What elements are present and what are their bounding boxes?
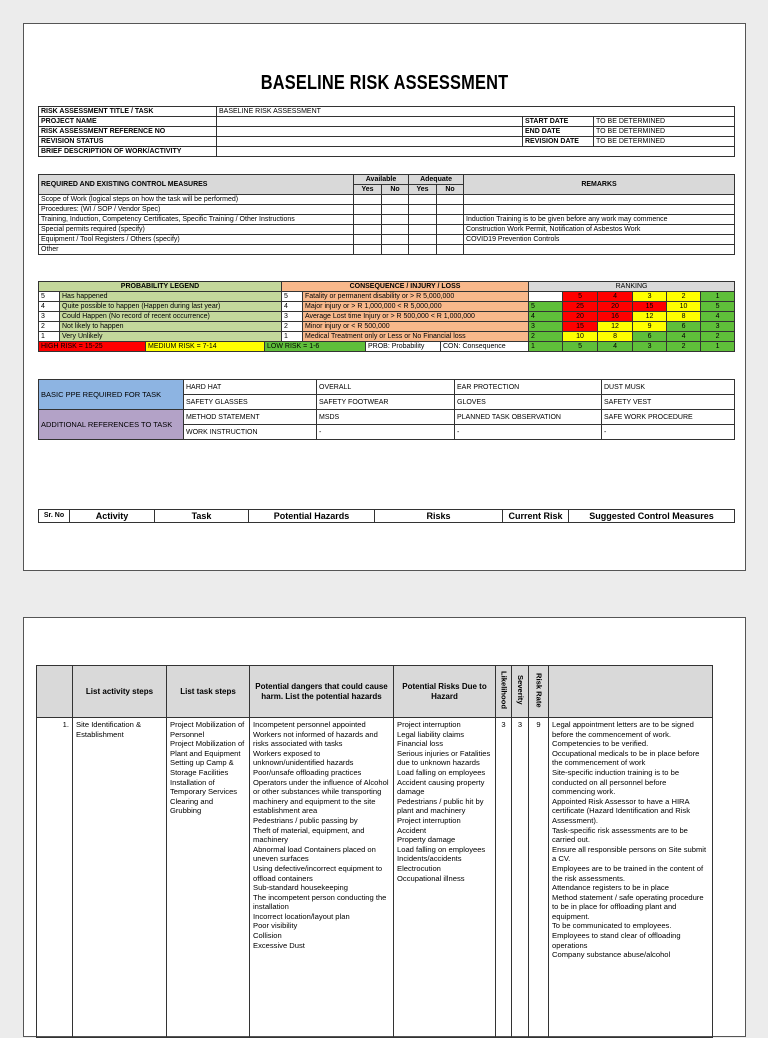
value-revision-status: [217, 137, 523, 147]
adequate-header: Adequate: [409, 175, 464, 185]
ranking-cell: 10: [563, 332, 598, 342]
row-number: 1.: [37, 718, 73, 1038]
list-item: Financial loss: [397, 739, 444, 749]
list-item: Employees to stand clear of offloading operations: [552, 931, 681, 950]
task-cell: [167, 718, 250, 1038]
consequence-text: Major injury or > R 1,000,000 < R 5,000,000: [303, 302, 529, 312]
list-item: Competencies to be verified.: [552, 739, 649, 749]
prob-abbreviation: PROB: Probability: [366, 342, 441, 351]
ranking-cell: 12: [598, 322, 633, 332]
list-item: Poor/unsafe offloading practices: [253, 767, 362, 777]
control-remark: Construction Work Permit, Notification of Asbestos Work: [464, 225, 735, 235]
consequence-text: Minor injury or < R 500,000: [303, 322, 529, 332]
label-title-task: RISK ASSESSMENT TITLE / TASK: [39, 107, 217, 117]
list-item: Appointed Risk Assessor to have a HIRA certificate (Hazard Identification and Risk Assessment).: [552, 796, 691, 825]
value-reference-no: [217, 127, 523, 137]
ranking-cell: 4: [701, 312, 735, 322]
list-item: Pedestrians / public passing by: [253, 815, 358, 825]
column-potential-hazards: Potential Hazards: [249, 510, 375, 523]
column-task: Task: [155, 510, 249, 523]
references-label: ADDITIONAL REFERENCES TO TASK: [39, 410, 184, 440]
ranking-probability-row: 3: [529, 322, 563, 332]
reference-item: -: [602, 425, 735, 440]
ranking-cell: 25: [563, 302, 598, 312]
list-item: Serious injuries or Fatalities due to unknown hazards: [397, 748, 491, 768]
label-start-date: START DATE: [523, 117, 594, 127]
label-end-date: END DATE: [523, 127, 594, 137]
label-reference-no: RISK ASSESSMENT REFERENCE NO: [39, 127, 217, 137]
list-item: Task-specific risk assessments are to be carried out.: [552, 825, 688, 845]
list-item: The incompetent person conducting the installation: [253, 892, 387, 912]
available-header: Available: [354, 175, 409, 185]
control-label: Training, Induction, Competency Certificates, Specific Training / Other Instructions: [39, 215, 354, 225]
controls-cell: [549, 718, 713, 1038]
ranking-consequence-col: 2: [667, 292, 701, 302]
list-item: Incorrect location/layout plan: [253, 911, 350, 921]
list-item: Project Mobilization of Personnel: [170, 720, 245, 739]
list-item: Company substance abuse/alcohol: [552, 950, 671, 960]
ppe-item: SAFETY GLASSES: [184, 395, 317, 410]
list-item: Project Mobilization of Plant and Equipment: [170, 739, 245, 758]
ranking-probability-row: 1: [529, 342, 563, 352]
col-likelihood-header: Likelihood: [499, 671, 509, 709]
list-item: Incompetent personnel appointed: [253, 720, 366, 729]
col-dangers-header: Potential dangers that could cause harm. List the potential hazards: [250, 666, 394, 718]
list-item: Excessive Dust: [253, 940, 305, 950]
ranking-consequence-col: 3: [633, 292, 667, 302]
ppe-item: SAFETY VEST: [602, 395, 735, 410]
list-item: Electrocution: [397, 863, 441, 873]
dangers-cell: [250, 718, 394, 1038]
control-remark: [464, 195, 735, 205]
value-project-name: [217, 117, 523, 127]
high-risk-band: HIGH RISK = 15-25: [39, 342, 146, 351]
control-label: Other: [39, 245, 354, 255]
ranking-cell: 1: [701, 342, 735, 352]
value-brief-description: [217, 147, 735, 157]
list-item: Legal appointment letters are to be signed before the commencement of work.: [552, 720, 694, 739]
ranking-cell: 3: [633, 342, 667, 352]
value-start-date: TO BE DETERMINED: [594, 117, 735, 127]
list-item: Accident: [397, 825, 427, 835]
consequence-level: 2: [282, 322, 303, 332]
probability-text: Could Happen (No record of recent occurrence): [60, 312, 282, 322]
control-remark: [464, 245, 735, 255]
ranking-cell: 20: [563, 312, 598, 322]
ranking-cell: 9: [633, 322, 667, 332]
severity-value: 3: [512, 718, 529, 1038]
column-activity: Activity: [70, 510, 155, 523]
probability-level: 3: [39, 312, 60, 322]
ranking-cell: 2: [701, 332, 735, 342]
ppe-table: [38, 379, 735, 440]
list-item: Collision: [253, 931, 282, 941]
list-item: Sub-standard housekeeping: [253, 883, 348, 893]
reference-item: PLANNED TASK OBSERVATION: [455, 410, 602, 425]
column-suggested-controls: Suggested Control Measures: [569, 510, 735, 523]
probability-legend-header: PROBABILITY LEGEND: [39, 282, 282, 292]
list-item: Installation of Temporary Services: [170, 777, 238, 797]
list-item: Incidents/accidents: [397, 854, 462, 864]
ranking-cell: 2: [667, 342, 701, 352]
risk-rate-value: 9: [529, 718, 549, 1038]
con-abbreviation: CON: Consequence: [443, 343, 506, 350]
list-item: Clearing and Grubbing: [170, 796, 214, 816]
ranking-probability-row: 5: [529, 302, 563, 312]
risk-legend-table: [38, 281, 735, 352]
consequence-text: Fatality or permanent disability or > R 5,000,000: [303, 292, 529, 302]
reference-item: WORK INSTRUCTION: [184, 425, 317, 440]
list-item: Workers exposed to unknown/unidentified hazards: [253, 748, 354, 768]
list-item: Occupational medicals to be in place before the commencement of work: [552, 748, 700, 768]
column-current-risk: Current Risk: [503, 510, 569, 523]
risks-cell: [394, 718, 496, 1038]
column-sr-no: Sr. No: [39, 510, 70, 523]
ranking-cell: 4: [598, 342, 633, 352]
list-item: Method statement / safe operating procedure to be in place for offloading plant and equipment.: [552, 892, 704, 921]
list-item: Project interruption: [397, 720, 461, 729]
low-risk-band: LOW RISK = 1-6: [265, 342, 366, 351]
ranking-cell: 15: [563, 322, 598, 332]
ppe-item: HARD HAT: [184, 380, 317, 395]
label-revision-date: REVISION DATE: [523, 137, 594, 147]
consequence-level: 1: [282, 332, 303, 342]
col-activity-header: List activity steps: [73, 666, 167, 718]
ranking-cell: 15: [633, 302, 667, 312]
list-item: Employees are to be trained in the content of the risk assessments.: [552, 863, 704, 883]
yes-header: Yes: [354, 185, 382, 195]
col-risk-rate-header: Risk Rate: [534, 672, 544, 708]
reference-item: SAFE WORK PROCEDURE: [602, 410, 735, 425]
probability-text: Has happened: [60, 292, 282, 302]
control-label: Equipment / Tool Registers / Others (specify): [39, 235, 354, 245]
reference-item: MSDS: [317, 410, 455, 425]
list-item: Legal liability claims: [397, 729, 465, 739]
list-item: Site-specific induction training is to be conducted on all personnel before commencing work.: [552, 767, 680, 797]
list-item: Occupational illness: [397, 873, 465, 883]
form-page-2: [23, 617, 746, 1037]
probability-text: Very Unlikely: [60, 332, 282, 342]
ranking-cell: 16: [598, 312, 633, 322]
consequence-text: Medical Treatment only or Less or No Financial loss: [303, 332, 529, 342]
reference-item: METHOD STATEMENT: [184, 410, 317, 425]
risk-band-row: [39, 342, 529, 352]
probability-level: 4: [39, 302, 60, 312]
ranking-cell: 3: [701, 322, 735, 332]
control-remark: COVID19 Prevention Controls: [464, 235, 735, 245]
value-revision-date: TO BE DETERMINED: [594, 137, 735, 147]
remarks-header: REMARKS: [464, 175, 735, 195]
list-item: Theft of material, equipment, and machinery: [253, 825, 365, 845]
value-title-task: BASELINE RISK ASSESSMENT: [217, 107, 735, 117]
info-table: [38, 106, 735, 157]
consequence-level: 4: [282, 302, 303, 312]
ranking-cell: 12: [633, 312, 667, 322]
control-measures-table: [38, 174, 735, 255]
ppe-item: EAR PROTECTION: [455, 380, 602, 395]
probability-level: 2: [39, 322, 60, 332]
label-brief-description: BRIEF DESCRIPTION OF WORK/ACTIVITY: [39, 147, 217, 157]
consequence-level: 3: [282, 312, 303, 322]
ppe-item: GLOVES: [455, 395, 602, 410]
col-severity-header: Severity: [516, 675, 525, 705]
list-item: To be communicated to employees.: [552, 921, 672, 931]
value-end-date: TO BE DETERMINED: [594, 127, 735, 137]
activity-cell: Site Identification & Establishment: [73, 718, 167, 1038]
ranking-consequence-col: 5: [563, 292, 598, 302]
col-task-header: List task steps: [167, 666, 250, 718]
ranking-consequence-col: 4: [598, 292, 633, 302]
ranking-header: RANKING: [529, 282, 735, 292]
assessment-detail-table: [36, 665, 713, 1038]
ranking-probability-row: 2: [529, 332, 563, 342]
list-item: Ensure all responsible persons on Site submit a CV.: [552, 844, 707, 864]
ranking-cell: 8: [667, 312, 701, 322]
ranking-cell: 6: [633, 332, 667, 342]
col-risks-header: Potential Risks Due to Hazard: [394, 666, 496, 718]
medium-risk-band: MEDIUM RISK = 7-14: [146, 342, 265, 351]
ppe-item: DUST MUSK: [602, 380, 735, 395]
assessment-columns-header: [38, 509, 735, 523]
ranking-probability-row: 4: [529, 312, 563, 322]
form-page-1: [23, 23, 746, 571]
list-item: Poor visibility: [253, 921, 298, 931]
consequence-header: CONSEQUENCE / INJURY / LOSS: [282, 282, 529, 292]
list-item: Operators under the influence of Alcohol or other substances while transporting machinery and equipment to the site establishment area: [253, 777, 389, 816]
probability-level: 5: [39, 292, 60, 302]
list-item: Workers not informed of hazards and risks associated with tasks: [253, 729, 378, 749]
ranking-cell: 5: [563, 342, 598, 352]
ranking-consequence-col: 1: [701, 292, 735, 302]
ppe-item: SAFETY FOOTWEAR: [317, 395, 455, 410]
no-header: No: [382, 185, 409, 195]
ppe-item: OVERALL: [317, 380, 455, 395]
control-remark: [464, 205, 735, 215]
column-risks: Risks: [375, 510, 503, 523]
probability-text: Not likely to happen: [60, 322, 282, 332]
consequence-level: 5: [282, 292, 303, 302]
ranking-corner: [529, 292, 563, 302]
ranking-cell: 10: [667, 302, 701, 312]
ranking-cell: 8: [598, 332, 633, 342]
list-item: Property damage: [397, 835, 456, 845]
col-no-header: [37, 666, 73, 718]
reference-item: -: [317, 425, 455, 440]
ranking-cell: 4: [667, 332, 701, 342]
controls-header: REQUIRED AND EXISTING CONTROL MEASURES: [39, 175, 354, 195]
ppe-label: BASIC PPE REQUIRED FOR TASK: [39, 380, 184, 410]
probability-level: 1: [39, 332, 60, 342]
likelihood-value: 3: [496, 718, 512, 1038]
list-item: Load falling on employees: [397, 844, 486, 854]
list-item: Project interruption: [397, 815, 461, 825]
list-item: Abnormal load Containers placed on uneven surfaces: [253, 844, 376, 864]
col-controls-header: [549, 666, 713, 718]
list-item: Load falling on employees: [397, 767, 486, 777]
list-item: Accident causing property damage: [397, 777, 485, 797]
list-item: Pedestrians / public hit by plant and machinery: [397, 796, 484, 816]
list-item: Setting up Camp & Storage Facilities: [170, 758, 234, 777]
ranking-cell: 5: [701, 302, 735, 312]
control-remark: Induction Training is to be given before any work may commence: [464, 215, 735, 225]
control-label: Special permits required (specify): [39, 225, 354, 235]
probability-text: Quite possible to happen (Happen during last year): [60, 302, 282, 312]
ranking-cell: 6: [667, 322, 701, 332]
label-project-name: PROJECT NAME: [39, 117, 217, 127]
no-header: No: [437, 185, 464, 195]
page-title: BASELINE RISK ASSESSMENT: [260, 72, 509, 94]
reference-item: -: [455, 425, 602, 440]
control-label: Scope of Work (logical steps on how the task will be performed): [39, 195, 354, 205]
consequence-text: Average Lost time Injury or > R 500,000 < R 1,000,000: [303, 312, 529, 322]
label-revision-status: REVISION STATUS: [39, 137, 217, 147]
control-label: Procedures: (WI / SOP / Vendor Spec): [39, 205, 354, 215]
list-item: Using defective/incorrect equipment to offload containers: [253, 863, 383, 883]
ranking-cell: 20: [598, 302, 633, 312]
list-item: Attendance registers to be in place: [552, 883, 669, 893]
yes-header: Yes: [409, 185, 437, 195]
